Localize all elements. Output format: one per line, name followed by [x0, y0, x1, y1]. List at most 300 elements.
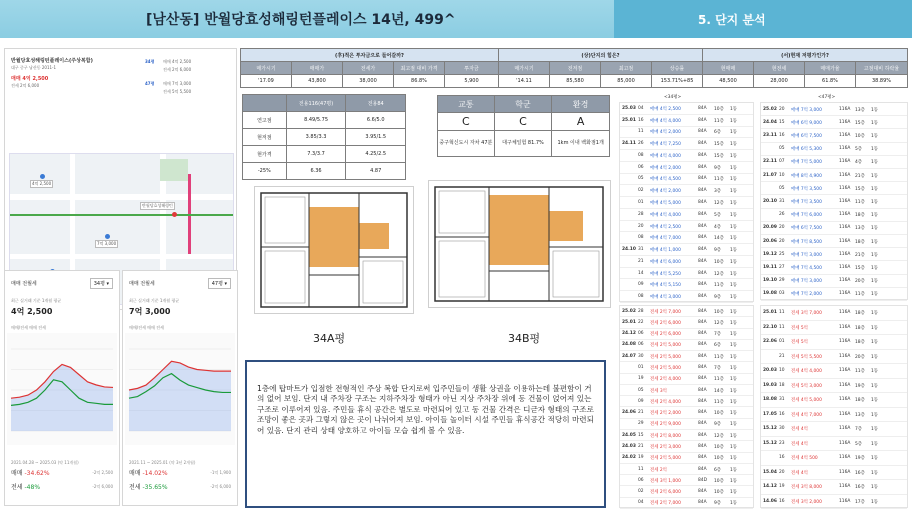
change-row-sale — [129, 468, 168, 477]
transaction-cell: 1동 — [871, 412, 879, 418]
price-chart-card-34 — [4, 270, 120, 506]
transaction-cell: 116A — [839, 382, 851, 388]
transaction-cell: 14.12 — [763, 484, 777, 490]
transaction-row — [761, 437, 907, 452]
transaction-cell: 15.12 — [763, 440, 777, 446]
summary-cell: '14.11 — [499, 75, 550, 88]
transaction-cell: 84A — [698, 500, 707, 506]
summary-col: 매가시기 — [241, 62, 292, 75]
transaction-cell: 전세 2억 6,000 — [650, 490, 681, 496]
transaction-cell: 21층 — [855, 173, 865, 179]
type-select[interactable]: 47평 ▾ — [208, 278, 231, 289]
map-target-marker[interactable] — [172, 212, 177, 217]
transaction-cell: 16층 — [855, 485, 865, 491]
floor-plan-label-34a: 34A평 — [313, 332, 346, 345]
map-marker[interactable] — [105, 234, 110, 239]
transaction-cell: 매매 7억 6,000 — [791, 213, 822, 219]
transaction-cell: 11층 — [855, 292, 865, 298]
type-cell: 8.49/5.75 — [286, 112, 346, 129]
type-table-head — [243, 95, 287, 112]
summary-group-invest: (후)적은 투자금으로 들어갈까? — [241, 49, 499, 62]
transaction-cell: 116A — [839, 397, 851, 403]
transaction-cell: 21.07 — [763, 172, 777, 178]
transaction-cell: 06 — [638, 342, 644, 348]
transaction-cell: 1동 — [730, 165, 738, 171]
transaction-cell: 19.11 — [763, 264, 777, 270]
transaction-cell: 1동 — [730, 444, 738, 450]
transaction-cell: 1동 — [871, 354, 879, 360]
transaction-cell: 1동 — [730, 177, 738, 183]
transaction-cell: 21 — [638, 443, 644, 449]
transaction-row — [620, 279, 753, 291]
transaction-cell: 전세 2억 9,000 — [650, 422, 681, 428]
transaction-row — [620, 209, 753, 221]
change-value: -48% — [24, 484, 41, 491]
rent-transaction-list — [619, 305, 754, 508]
transaction-cell: 전세 3억 7,000 — [791, 311, 822, 317]
transaction-cell: 23 — [779, 440, 785, 446]
transaction-row — [761, 129, 907, 142]
transaction-cell: 20층 — [855, 279, 865, 285]
transaction-cell: 19층 — [855, 456, 865, 462]
transaction-cell: 27 — [779, 264, 785, 270]
map-road — [10, 254, 234, 259]
transaction-cell: 1동 — [871, 470, 879, 476]
transaction-row — [761, 364, 907, 379]
transaction-cell: 09 — [638, 398, 644, 404]
transaction-cell: 116A — [839, 440, 851, 446]
transaction-cell: 29 — [638, 421, 644, 427]
transaction-row — [761, 222, 907, 235]
transaction-cell: 116A — [839, 132, 851, 138]
listing-rent-47: 전세 5억 5,500 — [163, 89, 192, 94]
transaction-cell: 08 — [638, 294, 644, 300]
type-price-table — [242, 94, 406, 180]
summary-cell: 86.8% — [394, 75, 445, 88]
transaction-cell: 1동 — [730, 490, 738, 496]
change-label: 매매 — [11, 470, 23, 477]
transaction-cell: 116A — [839, 238, 851, 244]
env-head-school: 학군 — [494, 96, 552, 113]
transaction-cell: 3층 — [714, 189, 722, 195]
map-tag: 7억 3,000 — [97, 241, 117, 246]
transaction-cell: 116A — [839, 455, 851, 461]
transaction-cell: 1동 — [871, 383, 879, 389]
transaction-cell: 16 — [779, 498, 785, 504]
transaction-cell: 31 — [779, 397, 785, 403]
transaction-cell: 01 — [638, 199, 644, 205]
sale-transaction-list — [760, 102, 908, 300]
transaction-row — [620, 441, 753, 452]
transaction-cell: 1동 — [730, 189, 738, 195]
transaction-cell: 1동 — [730, 388, 738, 394]
transaction-cell: 매매 4억 5,000 — [650, 200, 681, 206]
transaction-row — [761, 288, 907, 301]
transaction-cell: 14층 — [714, 236, 724, 242]
type-cell: 3.95/1.5 — [346, 129, 406, 146]
transaction-cell: 1동 — [871, 311, 879, 317]
transaction-cell: 11층 — [714, 118, 724, 124]
transaction-cell: 01 — [779, 339, 785, 345]
transaction-cell: 24.11 — [622, 141, 636, 147]
transaction-cell: 84A — [698, 235, 707, 241]
transaction-cell: 13층 — [855, 107, 865, 113]
transaction-cell: 전세 5억 — [791, 340, 808, 346]
transaction-cell: 1동 — [730, 467, 738, 473]
transaction-cell: 11 — [779, 310, 785, 316]
transaction-cell: 08 — [638, 235, 644, 241]
transaction-cell: 06 — [638, 164, 644, 170]
tx-label-34: <34평> — [664, 95, 682, 100]
transaction-cell: 매매 7억 3,000 — [791, 252, 822, 258]
transaction-row — [761, 350, 907, 365]
transaction-row — [620, 374, 753, 385]
transaction-cell: 16 — [779, 411, 785, 417]
type-table-head: 전용84 — [346, 95, 406, 112]
transaction-row — [620, 221, 753, 233]
transaction-cell: 84A — [698, 432, 707, 438]
change-label: 전세 — [11, 484, 23, 491]
transaction-row — [761, 451, 907, 466]
transaction-cell: 14.06 — [763, 498, 777, 504]
transaction-cell: 116A — [839, 411, 851, 417]
env-grade: C — [494, 113, 552, 131]
transaction-cell: 25.01 — [622, 319, 636, 325]
transaction-cell: 30 — [779, 426, 785, 432]
transaction-row — [761, 422, 907, 437]
transaction-row — [620, 244, 753, 256]
transaction-cell: 매매 4억 2,000 — [650, 130, 681, 136]
transaction-cell: 84D — [698, 477, 707, 483]
summary-col: 매매가율 — [805, 62, 856, 75]
chart-price: 7억 3,000 — [129, 307, 171, 316]
transaction-cell: 10층 — [714, 444, 724, 450]
transaction-cell: 전세 2억 5,000 — [650, 354, 681, 360]
transaction-row — [620, 475, 753, 486]
summary-cell: 43,800 — [292, 75, 343, 88]
subway-line — [10, 214, 234, 216]
listing-name: 반월당효성해링턴플레이스(주상복합) — [11, 58, 93, 64]
change-row-sale — [11, 468, 50, 477]
listing-type-47: 47평 — [145, 81, 155, 86]
transaction-cell: 20 — [779, 469, 785, 475]
transaction-cell: 전세 2억 5,000 — [650, 456, 681, 462]
transaction-row — [620, 419, 753, 430]
park-area — [160, 159, 188, 181]
transaction-cell: 24.02 — [622, 455, 636, 461]
transaction-cell: 9층 — [714, 248, 722, 254]
transaction-cell: 1동 — [730, 478, 738, 484]
transaction-cell: 전세 2억 7,000 — [650, 309, 681, 315]
transaction-cell: 1동 — [730, 320, 738, 326]
transaction-cell: 84A — [698, 365, 707, 370]
transaction-cell: 1동 — [730, 236, 738, 242]
transaction-cell: 7층 — [855, 427, 863, 433]
transaction-cell: 20 — [779, 225, 785, 231]
transaction-cell: 전세 2억 8,000 — [650, 433, 681, 439]
transaction-cell: 전세 2억 4,000 — [650, 399, 681, 405]
transaction-cell: 20 — [779, 106, 785, 112]
transaction-cell: 15 — [779, 119, 785, 125]
transaction-cell: 29 — [779, 278, 785, 284]
transaction-cell: 매매 4억 1,000 — [650, 248, 681, 254]
transaction-cell: 매매 4억 4,000 — [650, 212, 681, 218]
header-bar — [0, 0, 912, 38]
transaction-row — [620, 138, 753, 150]
chart-subtabs[interactable]: 매매/전세 매매 전세 — [11, 325, 46, 330]
chart-period: 2021.11 ~ 2025.01 (약 3년 2개월) — [129, 460, 196, 465]
transaction-cell: 1동 — [730, 153, 738, 159]
transaction-cell: 매매 4억 2,000 — [650, 165, 681, 171]
map-marker[interactable] — [40, 174, 45, 179]
chart-subtabs[interactable]: 매매/전세 매매 전세 — [129, 325, 164, 330]
type-select[interactable]: 34평 ▾ — [90, 278, 113, 289]
transaction-cell: 1동 — [730, 259, 738, 265]
transaction-cell: 20.03 — [763, 368, 777, 374]
transaction-cell: 25.02 — [622, 308, 636, 314]
type-row-label: -25% — [243, 163, 287, 180]
summary-col: 전저점 — [550, 62, 601, 75]
summary-col: 최고점 대비 가격 — [394, 62, 445, 75]
summary-cell: 85,000 — [601, 75, 652, 88]
transaction-cell: 전세 5억 — [791, 325, 808, 331]
change-value: -35.65% — [142, 484, 168, 491]
transaction-cell: 매매 7억 8,500 — [791, 239, 822, 245]
transaction-row — [620, 329, 753, 340]
listing-sale: 매매 4억 2,500 — [11, 76, 49, 82]
transaction-row — [620, 351, 753, 362]
transaction-cell: 10층 — [855, 133, 865, 139]
transaction-cell: 84A — [698, 489, 707, 495]
transaction-cell: 매매 4억 4,500 — [650, 177, 681, 183]
transaction-cell: 전세 4억 — [791, 441, 808, 447]
transaction-cell: 22.10 — [763, 324, 777, 330]
transaction-cell: 20 — [779, 238, 785, 244]
transaction-cell: 매매 4억 4,000 — [650, 153, 681, 159]
transaction-cell: 84A — [698, 410, 707, 416]
transaction-cell: 15.12 — [763, 426, 777, 432]
transaction-row — [761, 116, 907, 129]
chart-tabs[interactable]: 매매 전월세 — [11, 281, 37, 287]
transaction-cell: 5층 — [714, 212, 722, 218]
transaction-cell: 1동 — [730, 118, 738, 124]
transaction-cell: 13층 — [855, 226, 865, 232]
transaction-cell: 15층 — [855, 120, 865, 126]
floor-plan-34a — [254, 186, 414, 314]
transaction-row — [620, 162, 753, 174]
type-cell: 7.3/3.7 — [286, 146, 346, 163]
transaction-row — [761, 306, 907, 321]
transaction-row — [620, 232, 753, 244]
transaction-cell: 1동 — [871, 173, 879, 179]
transaction-row — [620, 197, 753, 209]
rent-transaction-list — [760, 305, 908, 508]
chart-subtitle: 최근 실거래 기준 1개월 평균 — [11, 298, 62, 303]
transaction-cell: 116A — [839, 198, 851, 204]
transaction-cell: 매매 4억 7,250 — [650, 142, 681, 148]
transaction-row — [761, 480, 907, 495]
transaction-row — [761, 235, 907, 248]
transaction-cell: 1동 — [871, 441, 879, 447]
transaction-cell: 10층 — [714, 490, 724, 496]
price-chart-card-47 — [122, 270, 238, 506]
transaction-cell: 116A — [839, 324, 851, 330]
transaction-row — [761, 209, 907, 222]
transaction-cell: 04 — [638, 500, 644, 506]
transaction-cell: 1동 — [730, 343, 738, 349]
transaction-row — [761, 495, 907, 510]
transaction-cell: 1동 — [730, 200, 738, 206]
transaction-cell: 24.10 — [622, 247, 636, 253]
transaction-cell: 07 — [779, 159, 785, 165]
transaction-cell: 매매 8억 4,900 — [791, 173, 822, 179]
transaction-row — [761, 393, 907, 408]
transaction-cell: 06 — [638, 331, 644, 337]
type-row-label: 연고점 — [243, 112, 287, 129]
listing-rent: 전세 2억 6,000 — [11, 83, 40, 88]
transaction-row — [620, 317, 753, 328]
transaction-cell: 9층 — [714, 165, 722, 171]
summary-cell: 61.8% — [805, 75, 856, 88]
transaction-cell: 10층 — [714, 478, 724, 484]
type-row-label: 현가격 — [243, 146, 287, 163]
transaction-cell: 전세 2억 5,000 — [650, 343, 681, 349]
transaction-row — [620, 385, 753, 396]
transaction-cell: 18층 — [855, 239, 865, 245]
transaction-cell: 전세 4억 5,000 — [791, 398, 822, 404]
transaction-cell: 84A — [698, 247, 707, 253]
transaction-row — [620, 127, 753, 139]
transaction-cell: 19.12 — [763, 251, 777, 257]
transaction-cell: 20.10 — [763, 198, 777, 204]
transaction-row — [761, 103, 907, 116]
transaction-cell: 9층 — [714, 295, 722, 301]
summary-cell: 28,000 — [754, 75, 805, 88]
change-row-rent — [11, 482, 40, 491]
transaction-cell: 11층 — [714, 399, 724, 405]
transaction-row — [761, 143, 907, 156]
transaction-cell: 전세 2억 4,000 — [650, 377, 681, 383]
transaction-cell: 20 — [638, 223, 644, 229]
transaction-cell: 1동 — [730, 377, 738, 383]
transaction-cell: 1동 — [730, 456, 738, 462]
summary-cell: 85,580 — [550, 75, 601, 88]
transactions-47 — [760, 98, 908, 508]
transaction-cell: 24.08 — [622, 342, 636, 348]
transaction-cell: 05 — [638, 387, 644, 393]
transaction-cell: 전세 3억 2,000 — [791, 499, 822, 505]
transaction-cell: 1동 — [730, 248, 738, 254]
listing-rent-34: 전세 2억 6,000 — [163, 67, 192, 72]
transaction-cell: 02 — [638, 188, 644, 194]
transaction-cell: 전세 5억 5,500 — [791, 354, 822, 360]
transaction-cell: 84A — [698, 466, 707, 472]
transaction-cell: 84A — [698, 398, 707, 404]
transaction-cell: 매매 4억 4,000 — [650, 118, 681, 124]
transaction-cell: 4층 — [714, 224, 722, 230]
transaction-cell: 1동 — [871, 226, 879, 232]
transaction-cell: 1동 — [730, 283, 738, 289]
transaction-cell: 전세 3억 — [650, 388, 667, 394]
transaction-cell: 05 — [779, 185, 785, 191]
transaction-cell: 84A — [698, 308, 707, 314]
type-row-label: 현저점 — [243, 129, 287, 146]
transaction-cell: 1동 — [871, 252, 879, 258]
transaction-cell: 22.11 — [763, 159, 777, 165]
transaction-cell: 4층 — [855, 160, 863, 166]
transaction-cell: 116A — [839, 310, 851, 316]
transaction-row — [761, 379, 907, 394]
env-grade: A — [552, 113, 610, 131]
transaction-cell: 15층 — [714, 142, 724, 148]
transaction-cell: 31 — [779, 198, 785, 204]
transaction-cell: 1동 — [730, 212, 738, 218]
transaction-cell: 1동 — [871, 499, 879, 505]
env-detail: 1km 이내 백화점1개 — [552, 131, 610, 157]
transaction-cell: 매매 4억 6,000 — [650, 259, 681, 265]
transaction-cell: 20층 — [855, 354, 865, 360]
floor-plan-drawing — [255, 187, 413, 313]
transaction-cell: 20.06 — [763, 238, 777, 244]
transaction-cell: 116A — [839, 339, 851, 345]
transaction-cell: 16층 — [855, 470, 865, 476]
transaction-cell: 전세 2억 — [650, 467, 667, 473]
transaction-cell: 6층 — [714, 343, 722, 349]
summary-group-power: (상)단지의 힘은? — [499, 49, 703, 62]
transaction-cell: 전세 4억 — [791, 470, 808, 476]
transaction-cell: 1동 — [730, 224, 738, 230]
transaction-cell: 116A — [839, 106, 851, 112]
transaction-cell: 116A — [839, 251, 851, 257]
transaction-cell: 11층 — [714, 354, 724, 360]
transaction-row — [620, 408, 753, 419]
complex-description: 1층에 탑마트가 입점한 전형적인 주상 복합 단지로써 입주민들이 생활 상권을 이용하는데 불편함이 거의 없어 보임. 단지 내 주차장 구조는 지하주차장 형태가 아닌 지상 주차장 위에 동 건물이 얹어져 있는 구조로 이루어져 있음. 주민들 휴식 공간은 별도로 마련되어 있고 동 건물 간격은 디귿자 형태의 구조로 조망이 좋은 곳과 그렇지 않은 곳이 나뉘어져 보임. 아이들 놀이터 시설 주민들 휴식공간 적당히 마련되어 있음. 단지 관리 상태 양호하고 아이들 모습 쉽게 볼 수 있음. — [245, 360, 606, 508]
transaction-cell: 15층 — [855, 186, 865, 192]
transaction-cell: 7층 — [714, 332, 722, 338]
tx-label-47: <47평> — [818, 95, 836, 100]
transaction-cell: 전세 2억 5,000 — [650, 366, 681, 371]
transaction-cell: 22 — [638, 319, 644, 325]
transaction-cell: 1동 — [730, 366, 738, 371]
transaction-cell: 84A — [698, 211, 707, 217]
transaction-cell: 12층 — [714, 200, 724, 206]
chart-tabs[interactable]: 매매 전월세 — [129, 281, 155, 287]
transaction-cell: 18층 — [855, 325, 865, 331]
transaction-row — [620, 396, 753, 407]
summary-table — [240, 48, 908, 88]
type-table-head: 전용116(47평) — [286, 95, 346, 112]
transaction-cell: 84A — [698, 331, 707, 337]
transaction-cell: 12층 — [714, 271, 724, 277]
transaction-cell: 11층 — [714, 377, 724, 383]
transaction-row — [620, 256, 753, 268]
chart-subtitle: 최근 실거래 기준 1개월 평균 — [129, 298, 180, 303]
change-label: 매매 — [129, 470, 141, 477]
transaction-row — [761, 321, 907, 336]
transaction-cell: 매매 6억 7,500 — [791, 133, 822, 139]
transaction-cell: 10층 — [714, 309, 724, 315]
transaction-cell: 전세 4억 7,000 — [791, 412, 822, 418]
transaction-cell: 전세 2억 6,000 — [650, 320, 681, 326]
transaction-cell: 17.05 — [763, 411, 777, 417]
transaction-cell: 84A — [698, 129, 707, 135]
transaction-cell: 15층 — [855, 265, 865, 271]
transaction-cell: 21 — [638, 410, 644, 416]
transaction-cell: 84A — [698, 455, 707, 461]
transaction-cell: 24.03 — [622, 443, 636, 449]
transaction-cell: 84A — [698, 282, 707, 288]
map-tag: 4억 2,500 — [32, 181, 52, 186]
